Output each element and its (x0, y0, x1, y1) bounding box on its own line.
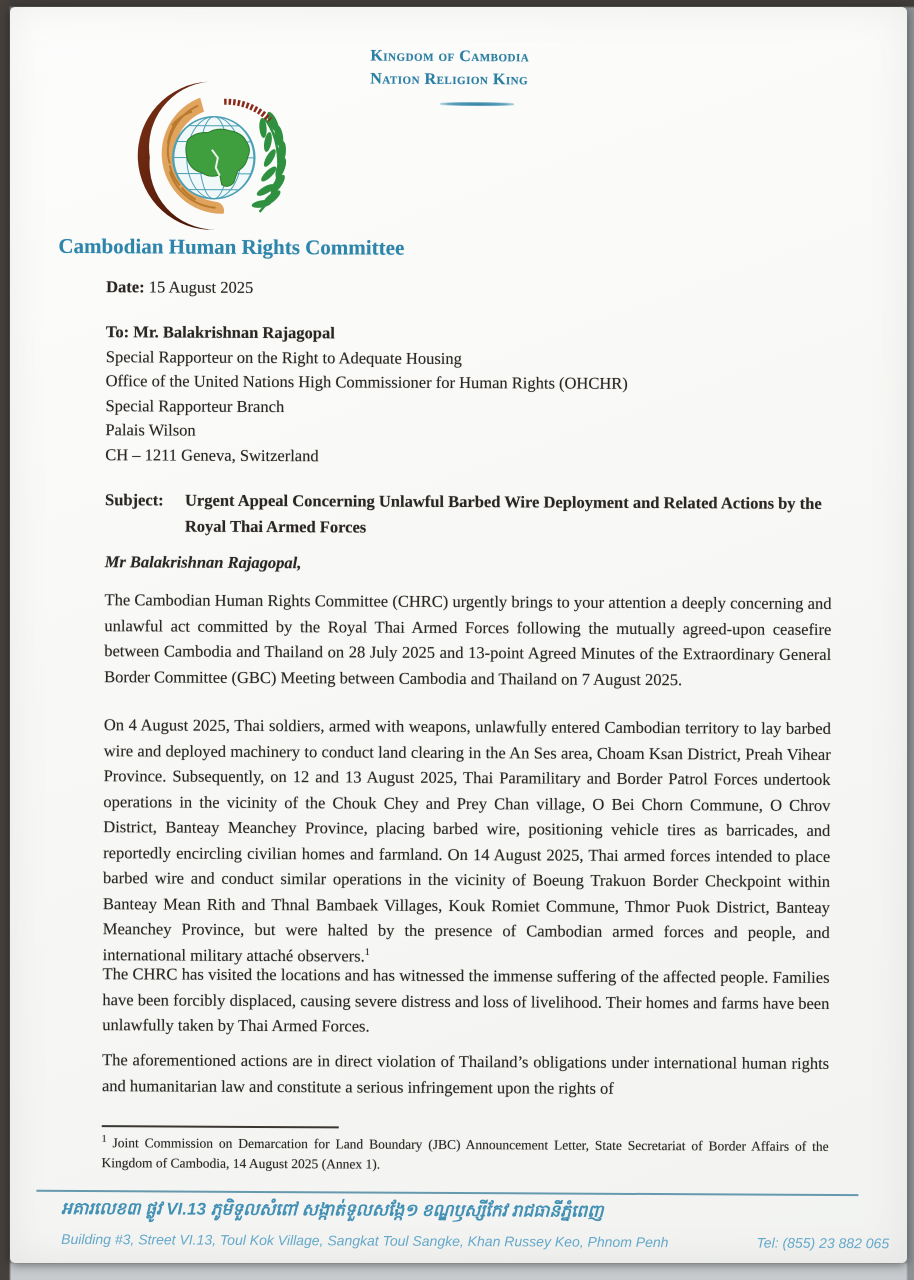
paragraph-2 (103, 712, 831, 971)
footer-rule (36, 1190, 858, 1196)
footer-tel: Tel: (855) 23 882 065 (756, 1234, 890, 1252)
recipient-line: Special Rapporteur on the Right to Adequate Housing (105, 346, 462, 368)
footnote-reference-marker: 1 (364, 946, 370, 958)
footnote-text: Joint Commission on Demarcation for Land Boundary (JBC) Announcement Letter, State Secretariat of Border Affairs of the Kingdom of Cambodia, 14 August 2025 (Annex 1). (101, 1135, 829, 1172)
subject-label: Subject: (104, 490, 164, 510)
paragraph-2-text: On 4 August 2025, Thai soldiers, armed with weapons, unlawfully entered Cambodian territory to lay barbed wire and deployed machinery to conduct land clearing in the An Ses area, Choam Ksan District, Preah Vihear Province. Subsequently, on 12 and 13 August 2025, Thai Paramilitary and Border Patrol Forces undertook operations in the vicinity of the Chouk Chey and Prey Chan village, O Bei Chorn Commune, O Chrov District, Banteay Meanchey Province, placing barbed wire, positioning vehicle tires as barricades, and reportedly encircling civilian homes and farmland. On 14 August 2025, Thai armed forces intended to place barbed wire and conduct similar operations in the vicinity of Boeung Trakuon Border Checkpoint within Banteay Mean Rith and Thnal Bambaek Villages, Kouk Romiet Commune, Thmor Puok District, Banteay Meanchey Province, but were halted by the presence of Cambodian armed forces and people, and international military attaché observers. (102, 715, 831, 966)
org-title: Cambodian Human Rights Committee (58, 233, 405, 260)
paragraph-3: The CHRC has visited the locations and has witnessed the immense suffering of the affected people. Families have been forcibly displaced, causing severe distress and loss of livelihood. Their homes and farms have been unlawfully taken by Thai Armed Forces. (102, 964, 830, 1036)
to-label: To: (105, 322, 130, 342)
date-value: 15 August 2025 (148, 277, 254, 297)
recipient-line: Special Rapporteur Branch (105, 395, 285, 416)
footnote-separator-rule (102, 1125, 339, 1128)
subject-text: Urgent Appeal Concerning Unlawful Barbed Wire Deployment and Related Actions by the Royal Thai Armed Forces (184, 490, 822, 537)
letter-page (10, 7, 907, 1263)
subject-line (105, 487, 832, 542)
footnote (102, 1133, 829, 1176)
paragraph-1: The Cambodian Human Rights Committee (CHRC) urgently brings to your attention a deeply concerning and unlawful act committed by the Royal Thai Armed Forces following the mutually agreed-upon ceasefire between Cambodia and Thailand on 28 July 2025 and 13-point Agreed Minutes of the Extraordinary General Border Committee (GBC) Meeting between Cambodia and Thailand on 7 August 2025. (104, 590, 832, 689)
recipient-line: Office of the United Nations High Commissioner for Human Rights (OHCHR) (105, 371, 628, 393)
paragraph-4: The aforementioned actions are in direct violation of Thailand’s obligations under international human rights and humanitarian law and constitute a serious infringement upon the rights of (101, 1050, 830, 1098)
footer-address-en: Building #3, Street VI.13, Toul Kok Village, Sangkat Toul Sangke, Khan Russey Keo, Phnom Penh (61, 1230, 669, 1251)
recipient-line: Palais Wilson (105, 420, 196, 440)
footer-khmer-address: អគារលេខ៣ ផ្លូវ VI.13 ភូមិទួលសំពៅ សង្កាត់ទួលសង្កែ១ ខណ្ឌឫស្សីកែវ រាជធានីភ្នំពេញ (61, 1198, 604, 1221)
kingdom-header-line1: Kingdom of Cambodia (370, 47, 530, 66)
kingdom-header-line2: Nation Religion King (370, 70, 529, 89)
footer-english-row (61, 1231, 889, 1251)
date-line (106, 274, 833, 303)
logo-laurel-branch (251, 110, 289, 212)
kingdom-header (370, 45, 660, 93)
date-label: Date: (106, 277, 145, 297)
footnote-marker: 1 (101, 1133, 107, 1145)
recipient-name-line (106, 320, 833, 348)
salutation: Mr Balakrishnan Rajagopal, (104, 552, 302, 573)
logo-khmer-arc-text (224, 102, 270, 120)
chrc-logo-icon (111, 79, 304, 232)
recipient-block (105, 320, 833, 471)
recipient-line: CH – 1211 Geneva, Switzerland (105, 444, 319, 465)
header-flourish-ornament (440, 102, 514, 106)
recipient-name: Mr. Balakrishnan Rajagopal (133, 322, 335, 343)
